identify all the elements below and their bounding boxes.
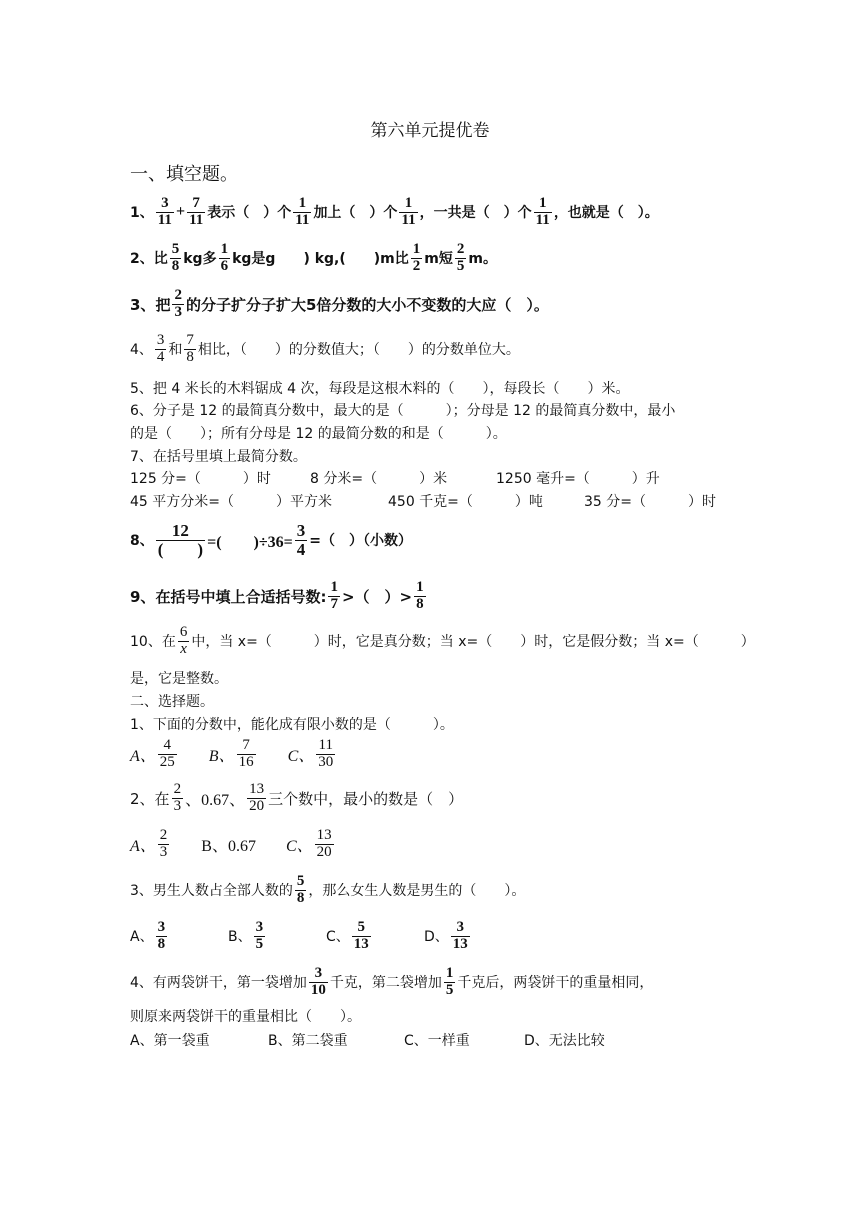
choice-3-option-c <box>326 920 373 953</box>
option-label: C、 <box>287 747 315 765</box>
denominator: 20 <box>316 843 332 860</box>
option-label: D、 <box>424 929 449 946</box>
denominator: 4 <box>156 348 165 365</box>
fraction <box>187 196 205 229</box>
q-text: =（ ）（小数） <box>309 533 412 550</box>
q7-item: 45 平方分米=（ ）平方米 <box>130 494 332 510</box>
q-text: 4、有两袋饼干，第一袋增加 <box>130 975 307 992</box>
choice-3 <box>130 874 525 907</box>
denominator: 2 <box>412 257 421 274</box>
fraction <box>444 966 456 999</box>
numerator: 4 <box>163 737 172 753</box>
q-number: 8、 <box>130 533 154 550</box>
denominator: 8 <box>171 257 180 274</box>
numerator: 2 <box>456 241 465 257</box>
option-label: B、0.67 <box>201 837 256 855</box>
q-number: 2、 <box>130 789 155 808</box>
denominator: 13 <box>452 935 468 952</box>
fraction <box>156 196 174 229</box>
option-label: B、 <box>208 747 235 765</box>
q-text: 相比，（ ）的分数值大；（ ）的分数单位大。 <box>197 342 520 359</box>
choice-1: 1、下面的分数中，能化成有限小数的是（ ）。 <box>130 717 454 733</box>
denominator: 3 <box>159 843 168 860</box>
denominator: 4 <box>296 539 306 559</box>
numerator: 1 <box>412 241 421 257</box>
option-label: C、 <box>326 929 350 946</box>
numerator: 5 <box>296 873 305 889</box>
q-text: kg是g ) kg,( )m比 <box>232 251 409 268</box>
denominator: ( ) <box>157 539 204 559</box>
q-text: 把 <box>155 295 171 314</box>
choice-4-option-d: D、无法比较 <box>524 1033 605 1049</box>
denominator: 8 <box>157 935 166 952</box>
numerator: 6 <box>179 624 188 640</box>
denominator: 3 <box>174 303 182 320</box>
denominator: 11 <box>157 211 172 228</box>
q-text: 中，当 x=（ ）时，它是真分数；当 x=（ ）时，它是假分数；当 x=（ ） <box>191 634 755 651</box>
q-text: 三个数中，最小的数是（ ） <box>268 789 464 808</box>
question-4 <box>130 333 520 366</box>
denominator: 11 <box>401 211 416 228</box>
denominator: 30 <box>318 753 334 770</box>
q-text: kg多 <box>183 251 217 268</box>
fraction <box>156 920 168 953</box>
question-8 <box>130 522 412 559</box>
denominator: 7 <box>330 595 338 612</box>
q-number: 3、 <box>130 295 156 314</box>
fraction <box>254 920 266 953</box>
q7-item: 450 千克=（ ）吨 <box>388 494 543 510</box>
choice-2 <box>130 782 463 815</box>
denominator: 20 <box>249 797 265 814</box>
q-text: =( )÷36= <box>207 533 293 551</box>
denominator: 8 <box>186 348 194 365</box>
q-text: ，也就是（ ）。 <box>553 205 659 222</box>
denominator: 8 <box>416 595 424 612</box>
fraction <box>399 196 417 229</box>
numerator: 1 <box>416 579 424 595</box>
numerator: 1 <box>220 241 229 257</box>
option-label: A、 <box>130 837 156 855</box>
fraction <box>295 522 308 559</box>
numerator: 1 <box>538 195 547 211</box>
denominator: x <box>180 640 187 657</box>
numerator: 11 <box>318 737 333 753</box>
fraction <box>451 920 470 953</box>
choice-3-option-d <box>424 920 472 953</box>
q-text: 表示（ ）个 <box>207 205 292 222</box>
fraction <box>534 196 552 229</box>
choice-4 <box>130 966 653 999</box>
q-text: 和 <box>168 342 183 359</box>
denominator: 25 <box>159 753 175 770</box>
question-3 <box>130 288 549 321</box>
q-text: 加上（ ）个 <box>313 205 398 222</box>
fraction <box>178 625 190 658</box>
q-text: 在 <box>154 789 170 808</box>
question-5: 5、把 4 米长的木料锯成 4 次，每段是这根木料的（ ），每段长（ ）米。 <box>130 381 630 397</box>
q-text: 在括号中填上合适括号数: <box>155 587 327 606</box>
plus-sign: + <box>175 203 186 221</box>
fraction <box>455 242 467 275</box>
fraction <box>158 828 170 861</box>
numerator: 5 <box>357 919 366 935</box>
q-number: 1、 <box>130 205 154 222</box>
numerator: 13 <box>249 781 265 797</box>
q-text: >（ ）> <box>341 587 413 606</box>
q-number: 10、 <box>130 634 162 651</box>
choice-2-options <box>130 828 336 861</box>
numerator: 3 <box>255 919 264 935</box>
fraction <box>156 522 205 559</box>
numerator: 2 <box>174 287 182 303</box>
choice-4-option-b: B、第二袋重 <box>268 1033 348 1049</box>
q-text: 、0.67、 <box>185 791 246 809</box>
choice-3-option-b <box>228 920 267 953</box>
choice-4-cont: 则原来两袋饼干的重量相比（ ）。 <box>130 1009 361 1025</box>
fraction <box>184 333 196 366</box>
q-text: 3、男生人数占全部人数的 <box>130 883 293 900</box>
question-6-cont: 的是（ ）；所有分母是 12 的最简分数的和是（ ）。 <box>130 426 507 442</box>
q-number: 4、 <box>130 342 153 359</box>
numerator: 1 <box>404 195 413 211</box>
fraction <box>219 242 231 275</box>
numerator: 1 <box>298 195 307 211</box>
choice-3-option-a <box>130 920 169 953</box>
denominator: 5 <box>255 935 264 952</box>
denominator: 10 <box>310 981 326 998</box>
numerator: 3 <box>456 919 465 935</box>
option-label: C、 <box>285 837 313 855</box>
fraction <box>352 920 371 953</box>
fraction <box>316 738 335 771</box>
page-title: 第六单元提优卷 <box>370 121 490 141</box>
denominator: 11 <box>535 211 550 228</box>
q-text: ，那么女生人数是男生的（ ）。 <box>308 883 526 900</box>
numerator: 7 <box>242 737 250 753</box>
fraction <box>295 874 307 907</box>
option-label: A、 <box>130 929 154 946</box>
fraction <box>411 242 423 275</box>
fraction <box>414 580 426 613</box>
denominator: 6 <box>220 257 229 274</box>
denominator: 5 <box>445 981 454 998</box>
q-number: 2、 <box>130 251 154 268</box>
numerator: 2 <box>159 827 168 843</box>
denominator: 11 <box>295 211 310 228</box>
fraction <box>170 242 182 275</box>
question-10-cont: 是，它是整数。 <box>130 671 228 687</box>
fraction <box>155 333 167 366</box>
question-1 <box>130 196 659 229</box>
q-text: 在 <box>161 634 176 651</box>
q-text: 比 <box>153 251 168 268</box>
numerator: 5 <box>171 241 180 257</box>
numerator: 12 <box>171 521 189 540</box>
question-9 <box>130 580 428 613</box>
question-6: 6、分子是 12 的最简真分数中，最大的是（ ）；分母是 12 的最简真分数中，最小 <box>130 403 676 419</box>
q7-item: 1250 毫升=（ ）升 <box>496 471 660 487</box>
fraction <box>172 288 184 321</box>
fraction <box>237 738 256 771</box>
denominator: 16 <box>238 753 254 770</box>
q-number: 9、 <box>130 587 156 606</box>
denominator: 8 <box>296 889 305 906</box>
q-text: 的分子扩分子扩大5倍分数的大小不变数的大应（ ）。 <box>185 295 549 314</box>
numerator: 2 <box>173 781 182 797</box>
numerator: 1 <box>445 965 454 981</box>
option-label: B、 <box>228 929 252 946</box>
fraction <box>158 738 177 771</box>
question-10 <box>130 625 755 658</box>
denominator: 11 <box>189 211 204 228</box>
q7-item: 125 分=（ ）时 <box>130 471 271 487</box>
numerator: 7 <box>186 332 194 348</box>
denominator: 5 <box>456 257 465 274</box>
fraction <box>309 966 328 999</box>
numerator: 13 <box>316 827 332 843</box>
section-choice: 二、选择题。 <box>130 694 214 710</box>
q-text: ，一共是（ ）个 <box>419 205 532 222</box>
numerator: 3 <box>161 195 169 211</box>
fraction <box>328 580 340 613</box>
numerator: 3 <box>156 332 165 348</box>
choice-4-option-a: A、第一袋重 <box>130 1033 210 1049</box>
question-2 <box>130 242 497 275</box>
fraction <box>315 828 334 861</box>
numerator: 7 <box>192 195 200 211</box>
denominator: 13 <box>353 935 369 952</box>
numerator: 3 <box>314 965 323 981</box>
q7-item: 8 分米=（ ）米 <box>310 471 448 487</box>
question-7: 7、在括号里填上最简分数。 <box>130 449 307 465</box>
denominator: 3 <box>173 797 182 814</box>
choice-1-options <box>130 738 337 771</box>
choice-4-option-c: C、一样重 <box>404 1033 470 1049</box>
fraction <box>172 782 184 815</box>
q-text: m短 <box>424 251 453 268</box>
option-label: A、 <box>130 747 156 765</box>
numerator: 3 <box>296 521 306 540</box>
numerator: 3 <box>157 919 166 935</box>
q7-item: 35 分=（ ）时 <box>584 494 716 510</box>
numerator: 1 <box>330 579 338 595</box>
section-fill-blank: 一、填空题。 <box>130 164 238 185</box>
q-text: m。 <box>468 251 497 268</box>
fraction <box>247 782 266 815</box>
q-text: 千克，第二袋增加 <box>329 975 442 992</box>
fraction <box>293 196 311 229</box>
q-text: 千克后，两袋饼干的重量相同， <box>457 975 654 992</box>
